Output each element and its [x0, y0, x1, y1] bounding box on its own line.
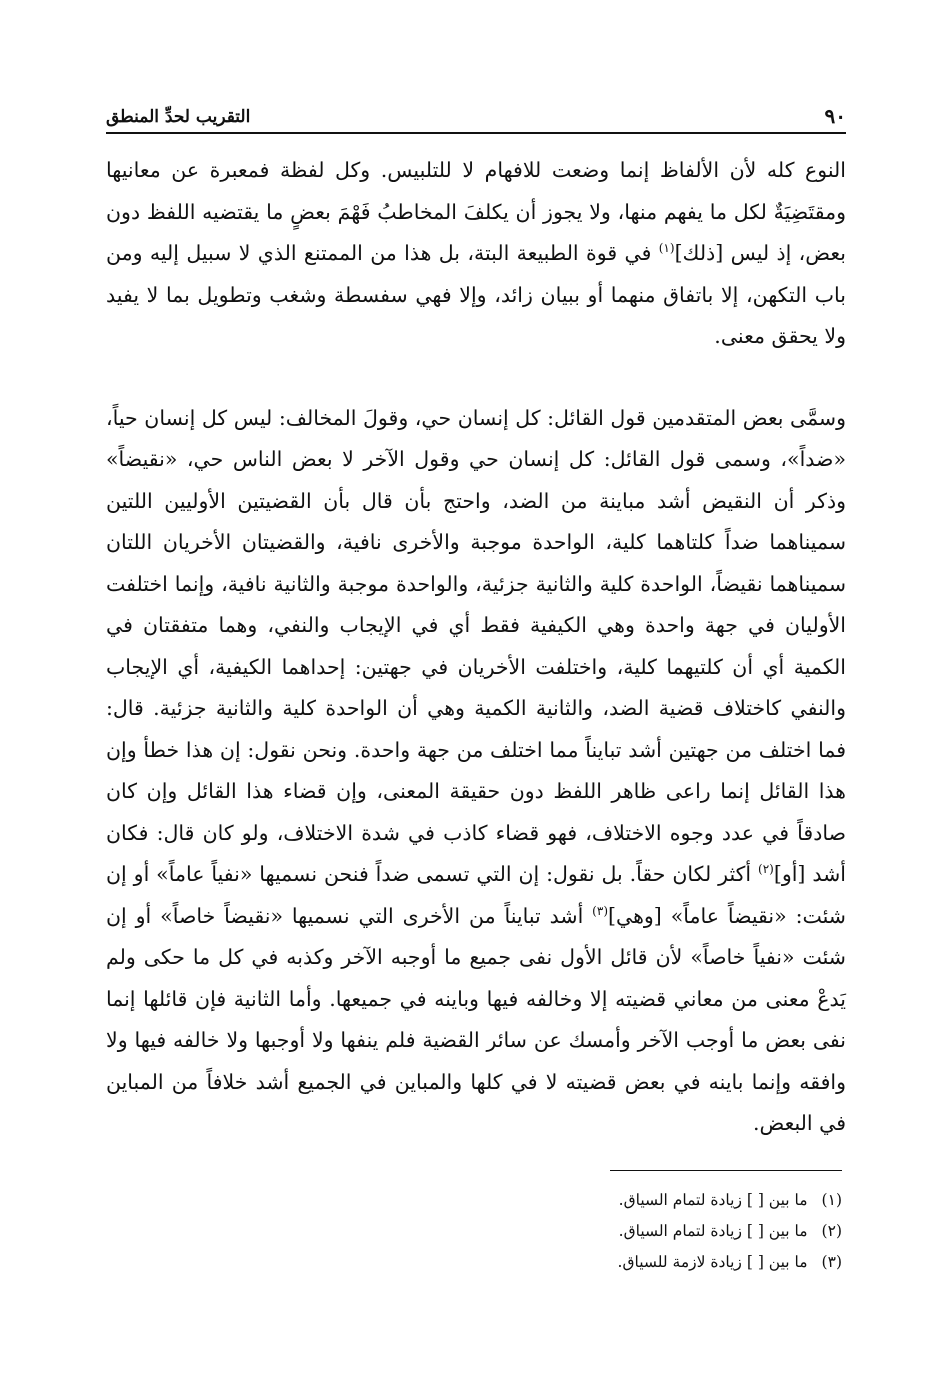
running-title: التقريب لحدِّ المنطق	[106, 107, 251, 127]
paragraph-1-text: النوع كله لأن الألفاظ إنما وضعت للافهام لا للتلبيس. وكل لفظة فمعبرة عن معانيها ومقتَضِيَةٌ لكل ما يفهم منها، ولا يجوز أن يكلفَ المخاطبُ فَهْمَ بعضٍ ما يقتضيه اللفظ دون بعض، إذ ليس [ذلك]	[106, 158, 846, 265]
footnote-number: (٣)	[821, 1253, 842, 1271]
paragraph-1-continued: في قوة الطبيعة البتة، بل هذا من الممتنع الذي لا سبيل إليه ومن باب التكهن، إلا باتفاق منهما أو ببيان زائد، وإلا فهي سفسطة وشغب وتطويل بما لا يفيد ولا يحقق معنى.	[106, 241, 846, 348]
footnote-text: ما بين [ ] زيادة لازمة للسياق.	[617, 1253, 808, 1271]
footnotes	[442, 1185, 842, 1278]
page-header	[106, 90, 846, 134]
footnote-item	[442, 1216, 842, 1247]
footnote-divider	[610, 1170, 842, 1171]
paragraph-2	[106, 398, 846, 1145]
paragraph-2-text-a: وسمَّى بعض المتقدمين قول القائل: كل إنسان حي، وقولَ المخالف: ليس كل إنسان حياً، «ضداً»، وسمى قول القائل: كل إنسان حي وقول الآخر لا بعض الناس حي، «نقيضاً» وذكر أن النقيض أشد مباينة من الضد، واحتج بأن قال بأن القضيتين الأوليين اللتين سميناهما ضداً كلتاهما كلية، الواحدة موجبة والأخرى نافية، والقضيتان الأخريان اللتان سميناهما نقيضاً، الواحدة كلية والثانية جزئية، والواحدة موجبة والثانية نافية، وإنما اختلفت الأوليان في جهة واحدة وهي الكيفية فقط أي في الإيجاب والنفي، وهما متفقتان في الكمية أي أن كلتيهما كلية، واختلفت الأخريان في جهتين: إحداهما الكيفية، أي الإيجاب والنفي كاختلاف قضية الضد، والثانية الكمية وهي أن الواحدة كلية والثانية جزئية. قال: فما اختلف من جهتين أشد تبايناً مما اختلف من جهة واحدة. ونحن نقول: إن هذا خطأ وإن هذا القائل إنما راعى ظاهر اللفظ دون حقيقة المعنى، وإن قضاء هذا القائل وإن كان صادقاً في عدد وجوه الاختلاف، فهو قضاء كاذب في شدة الاختلاف، ولو كان قال: فكان أشد [أو]	[106, 405, 846, 886]
footnote-ref-3: (٣)	[592, 903, 608, 918]
paragraph-2-text-c: أشد تبايناً من الأخرى التي نسميها «نقيضاً خاصاً» أو إن شئت «نفياً خاصاً» لأن قائل الأول نفى جميع ما أوجبه الآخر وكذبه في كل ما حكى ولم يَدعْ معنى من معاني قضيته إلا وخالفه فيها وباينه في جميعها. وأما الثانية فإن قائلها إنما نفى بعض ما أوجب الآخر وأمسك عن سائر القضية فلم ينفها ولا أوجبها ولا خالفه فيها ولا وافقه وإنما باينه في بعض قضيته لا في كلها والمباين في الجميع أشد خلافاً من المباين في البعض.	[106, 903, 846, 1135]
paragraph-1	[106, 150, 846, 358]
footnote-number: (١)	[821, 1191, 842, 1209]
main-text	[106, 150, 846, 1145]
footnote-ref-1: (١)	[658, 241, 675, 256]
page-number: ٩٠	[824, 104, 846, 128]
footnote-item	[442, 1247, 842, 1278]
footnote-ref-2: (٢)	[758, 862, 774, 877]
footnote-item	[442, 1185, 842, 1216]
footnote-number: (٢)	[821, 1222, 842, 1240]
footnote-text: ما بين [ ] زيادة لتمام السياق.	[618, 1222, 808, 1240]
paragraph-2-text-b: أكثر لكان حقاً. بل نقول: إن التي تسمى ضداً فنحن نسميها «نفياً عاماً» أو إن شئت: «نقيضاً عاماً» [وهي]	[106, 862, 846, 928]
footnote-text: ما بين [ ] زيادة لتمام السياق.	[618, 1191, 808, 1209]
